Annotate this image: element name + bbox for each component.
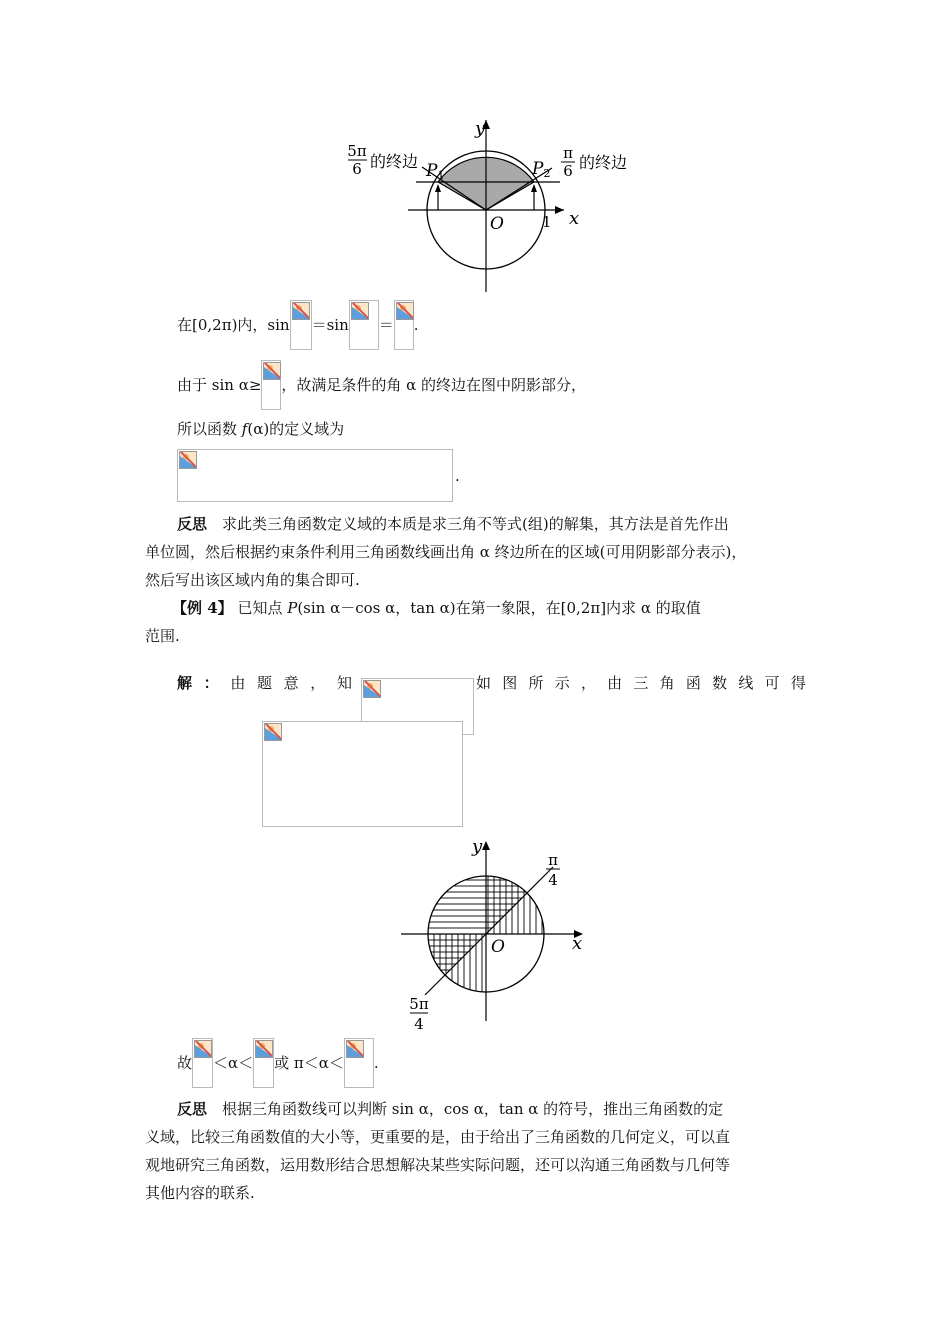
x-label: x (572, 933, 583, 954)
para1-prefix: 在[0,2π)内，sin (177, 316, 290, 334)
reflect1-label: 反思 (177, 515, 208, 533)
reflect1-line3: 然后写出该区域内角的集合即可. (145, 571, 360, 589)
sine-line-arrow-left (435, 184, 441, 192)
para2-suffix: ，故满足条件的角 α 的终边在图中阴影部分， (281, 376, 587, 394)
example4-line2: 范围. (145, 627, 180, 645)
figure-unit-circle-sin (330, 112, 650, 297)
solution-char: 得 (790, 674, 806, 692)
sine-line-arrow-right (531, 184, 537, 192)
solution-right (476, 672, 806, 694)
answer-end: . (373, 1054, 379, 1072)
right-terminal-label: 的终边 (579, 153, 628, 172)
y-label: y (475, 118, 486, 139)
left-frac-num: 5π (347, 142, 367, 160)
reflect2-line2: 义域，比较三角函数值的大小等，更重要的是，由于给出了三角函数的几何定义，可以直 (145, 1128, 731, 1146)
figure-unit-circle-tan (395, 835, 595, 1035)
solution-char: 线 (738, 674, 754, 692)
reflect2-line4: 其他内容的联系. (145, 1184, 255, 1202)
answer-line (177, 1038, 379, 1088)
solution-char: 数 (712, 674, 728, 692)
example4-line1 (172, 597, 701, 619)
para3-text: 所以函数 (177, 420, 242, 438)
top-frac-num: π (548, 851, 558, 869)
domain-formula-row (177, 449, 460, 502)
right-frac-num: π (563, 144, 573, 162)
para3-suffix: (α)的定义域为 (247, 420, 345, 438)
reflect1-line2: 单位圆，然后根据约束条件利用三角函数线画出角 α 终边所在的区域(可用阴影部分表示)， (145, 543, 747, 561)
solution-char: ， (580, 674, 596, 692)
solution-char: 角 (659, 674, 675, 692)
one-label: 1 (542, 213, 552, 231)
solution-label: 解 (177, 674, 193, 692)
example4-text1b: (sin α－cos α，tan α)在第一象限，在[0,2π]内求 α 的取值 (297, 599, 701, 617)
reflect2-line3: 观地研究三角函数，运用数形结合思想解决某些实际问题，还可以沟通三角函数与几何等 (145, 1156, 731, 1174)
x-label: x (569, 208, 580, 229)
solution-char: 示 (554, 674, 570, 692)
solution-char: 由 (230, 674, 246, 692)
para1-eq1: ＝sin (311, 316, 349, 334)
solution-char: 意 (283, 674, 299, 692)
reflect2-label: 反思 (177, 1100, 208, 1118)
top-frac-den: 4 (548, 871, 558, 889)
formula-image (253, 1038, 274, 1088)
example4-point: P (287, 599, 298, 617)
solution-char: 如 (476, 674, 492, 692)
origin-label: O (490, 214, 504, 234)
formula-image (192, 1038, 213, 1088)
example4-label: 【例 4】 (172, 599, 233, 617)
bottom-frac-den: 4 (414, 1015, 424, 1033)
reflect1-line1 (177, 513, 729, 535)
origin-label: O (491, 937, 505, 957)
para-condition (177, 360, 586, 410)
answer-mid: 或 π＜α＜ (274, 1054, 344, 1072)
reflect2-text1: 根据三角函数线可以判断 sin α，cos α，tan α 的符号，推出三角函数的定 (222, 1100, 724, 1118)
solution-char: 知 (336, 674, 352, 692)
formula-image (261, 360, 281, 410)
formula-image (290, 300, 312, 350)
solution-colon: ： (203, 674, 219, 692)
p1-label: P1 (426, 161, 445, 182)
formula-image (349, 300, 379, 350)
para4-end: . (455, 466, 460, 485)
reflect1-text1: 求此类三角函数定义域的本质是求三角不等式(组)的解集，其方法是首先作出 (222, 515, 729, 533)
answer-prefix: 故 (177, 1054, 193, 1072)
solution-char: 图 (502, 674, 518, 692)
solution-char: 由 (607, 674, 623, 692)
right-frac-den: 6 (563, 162, 573, 180)
para-domain-intro (177, 418, 344, 440)
y-label: y (472, 836, 483, 857)
para1-eq2: ＝ (378, 316, 394, 334)
solution-char: ， (310, 674, 326, 692)
p2-label: P2 (532, 159, 551, 180)
solution-char: 所 (528, 674, 544, 692)
solution-char: 可 (764, 674, 780, 692)
para3-f: f (241, 420, 248, 438)
formula-image (177, 449, 453, 502)
answer-lt1: ＜α＜ (213, 1054, 254, 1072)
solution-char: 题 (256, 674, 272, 692)
para1-end: . (413, 316, 419, 334)
formula-image (394, 300, 414, 350)
y-axis-arrow (482, 841, 490, 850)
para-sin-values (177, 300, 419, 350)
left-frac-den: 6 (352, 160, 362, 178)
solution-char: 函 (685, 674, 701, 692)
example4-text1a: 已知点 (237, 599, 288, 617)
bottom-frac-num: 5π (409, 995, 429, 1013)
x-axis-arrow (555, 206, 564, 214)
formula-image (344, 1038, 374, 1088)
solution-left (177, 672, 352, 694)
para2-prefix: 由于 sin α≥ (177, 376, 262, 394)
formula-image-large (262, 721, 463, 827)
left-terminal-label: 的终边 (370, 152, 419, 171)
solution-char: 三 (633, 674, 649, 692)
reflect2-line1 (177, 1098, 723, 1120)
